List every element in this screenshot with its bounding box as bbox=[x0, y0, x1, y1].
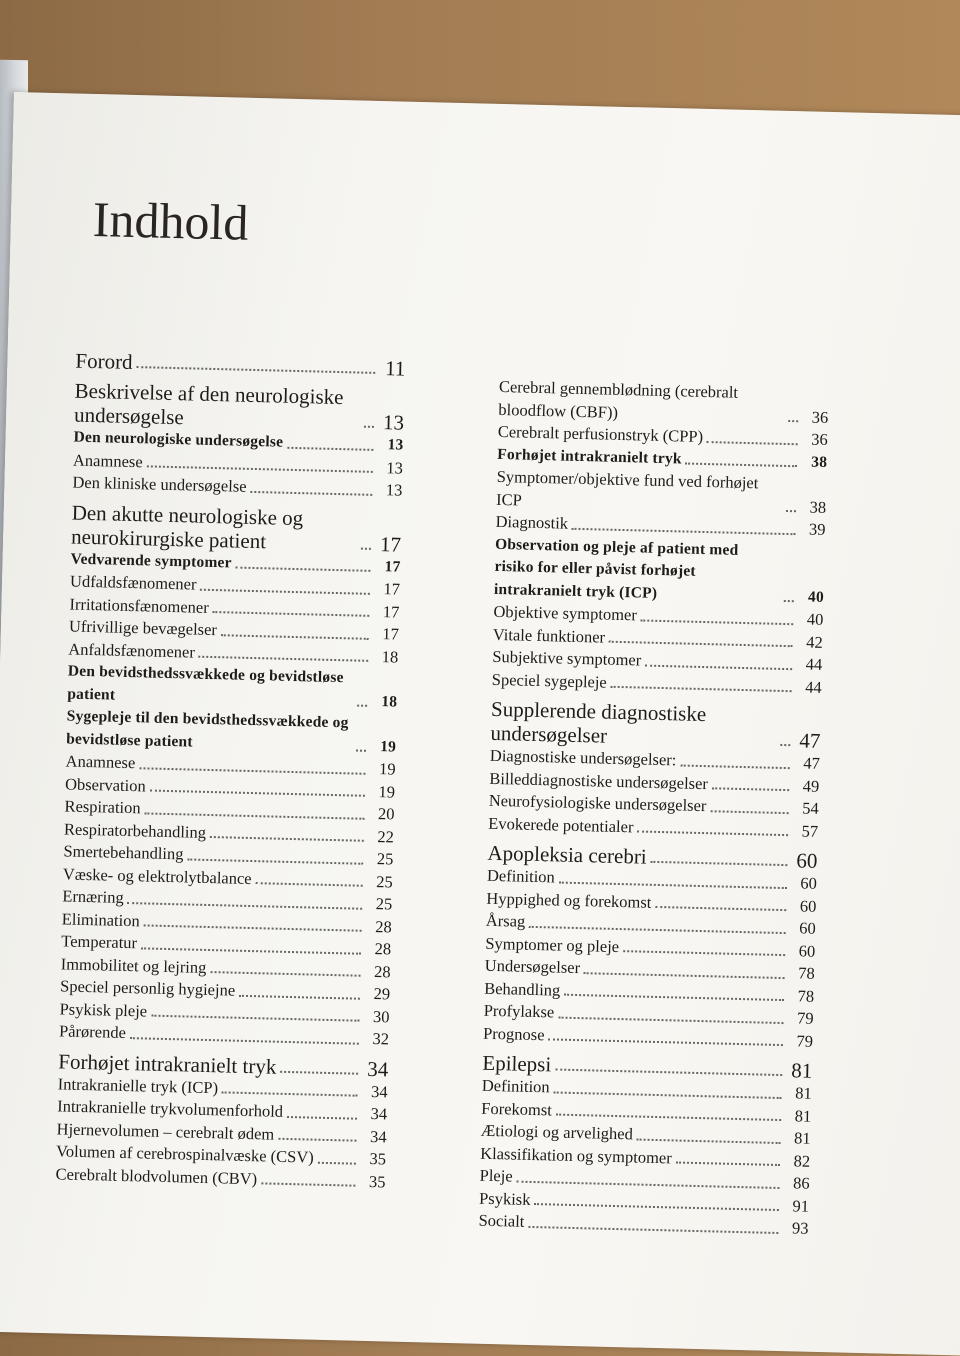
toc-page-number: 47 bbox=[799, 728, 821, 753]
toc-entry-title: Hyppighed og forekomst bbox=[486, 888, 652, 912]
dot-leader bbox=[559, 881, 787, 889]
dot-leader bbox=[572, 527, 796, 534]
toc-page-number: 25 bbox=[376, 871, 394, 891]
toc-page-number: 60 bbox=[798, 940, 816, 961]
toc-page-number: 79 bbox=[796, 1008, 814, 1028]
toc-entry-title: Årsag bbox=[485, 910, 526, 931]
toc-page-number: 19 bbox=[378, 759, 396, 779]
toc-entry-title: Anamnese bbox=[72, 450, 143, 471]
toc-page-number: 25 bbox=[375, 894, 393, 914]
toc-chapter bbox=[74, 379, 405, 435]
toc-entry-title: Observation bbox=[64, 773, 146, 795]
toc-entry-title: Definition bbox=[481, 1075, 550, 1097]
toc-entry-title: Den bevidsthedssvækkede og bevidstløse patient bbox=[67, 662, 344, 704]
toc-page-number: 36 bbox=[811, 407, 829, 427]
dot-leader bbox=[558, 1016, 783, 1024]
toc-page-number: 86 bbox=[792, 1173, 810, 1193]
dot-leader bbox=[151, 1015, 359, 1022]
toc-entry bbox=[498, 376, 829, 429]
toc-section bbox=[494, 533, 826, 609]
toc-entry-title: Billeddiagnostiske undersøgelser bbox=[489, 768, 709, 793]
toc-page-number: 60 bbox=[799, 895, 817, 916]
dot-leader bbox=[187, 858, 363, 864]
dot-leader bbox=[236, 567, 371, 572]
toc-page-number: 60 bbox=[800, 873, 818, 893]
toc-page-number: 93 bbox=[791, 1218, 809, 1238]
toc-page-number: 13 bbox=[382, 410, 405, 435]
toc-entry-title: Speciel sygepleje bbox=[491, 669, 608, 692]
toc-page-number: 18 bbox=[381, 692, 398, 711]
toc-entry-title: Elimination bbox=[61, 908, 140, 930]
toc-left-column bbox=[55, 349, 405, 1194]
toc-entry-title: Definition bbox=[486, 865, 556, 887]
dot-leader bbox=[676, 1161, 780, 1166]
toc-entry-title: Pårørende bbox=[58, 1021, 127, 1043]
dot-leader bbox=[556, 1114, 781, 1122]
toc-page-number: 32 bbox=[372, 1029, 390, 1049]
dot-leader bbox=[136, 366, 375, 374]
toc-page-number: 34 bbox=[369, 1126, 387, 1146]
toc-entry-title: Epilepsi bbox=[482, 1050, 552, 1077]
toc-chapter bbox=[75, 349, 405, 381]
toc-page-number: 38 bbox=[811, 453, 828, 471]
toc-page-number: 34 bbox=[370, 1081, 388, 1101]
dot-leader bbox=[210, 971, 360, 977]
toc-entry-title: Udfaldsfænomener bbox=[69, 571, 197, 594]
toc-page-number: 17 bbox=[383, 579, 401, 599]
toc-page-number: 20 bbox=[377, 804, 395, 824]
toc-entry-title: Observation og pleje af patient med risiko for eller påvist forhøjet intrakranielt tryk (ICP) bbox=[493, 535, 739, 602]
dot-leader bbox=[784, 600, 794, 602]
toc-entry-title: Evokerede potentialer bbox=[488, 813, 634, 836]
toc-chapter bbox=[490, 697, 821, 753]
toc-page-number: 35 bbox=[368, 1171, 386, 1191]
dot-leader bbox=[645, 664, 792, 670]
toc-entry-title: Speciel personlig hygiejne bbox=[59, 976, 236, 1000]
toc-page-number: 11 bbox=[384, 356, 406, 381]
toc-entry-title: Volumen af cerebrospinalvæske (CSV) bbox=[55, 1141, 314, 1167]
toc-entry-title: Respiratorbehandling bbox=[63, 818, 207, 842]
dot-leader bbox=[637, 1138, 781, 1144]
dot-leader bbox=[786, 510, 796, 512]
toc-entry-title: Apopleksia cerebri bbox=[487, 840, 647, 869]
toc-page-number: 79 bbox=[796, 1030, 814, 1051]
toc-chapter bbox=[71, 500, 402, 556]
dot-leader bbox=[780, 744, 790, 746]
toc-entry-title: Den akutte neurologiske og neurokirurgiske patient bbox=[70, 500, 304, 553]
dot-leader bbox=[278, 1138, 356, 1142]
toc-page-number: 40 bbox=[807, 588, 825, 606]
toc-entry-title: Pleje bbox=[479, 1165, 513, 1186]
toc-page-number: 29 bbox=[373, 984, 391, 1004]
dot-leader bbox=[623, 950, 785, 956]
toc-page-number: 18 bbox=[381, 646, 399, 667]
dot-leader bbox=[655, 906, 786, 911]
toc-page-number: 81 bbox=[794, 1105, 812, 1126]
toc-section bbox=[67, 660, 398, 713]
dot-leader bbox=[144, 812, 364, 819]
dot-leader bbox=[144, 924, 362, 931]
dot-leader bbox=[222, 1091, 358, 1096]
toc-entry-title: Psykisk bbox=[478, 1188, 531, 1209]
toc-right-column bbox=[478, 376, 829, 1240]
toc-page-number: 47 bbox=[803, 753, 821, 773]
dot-leader bbox=[280, 1070, 358, 1074]
toc-page-number: 40 bbox=[806, 609, 824, 629]
dot-leader bbox=[710, 810, 788, 814]
dot-leader bbox=[609, 641, 793, 647]
toc-entry-title: Forhøjet intrakranielt tryk bbox=[58, 1048, 277, 1079]
toc-section bbox=[66, 705, 397, 758]
toc-entry-title: Undersøgelser bbox=[484, 955, 581, 978]
dot-leader bbox=[357, 705, 367, 707]
toc-entry-title: Subjektive symptomer bbox=[492, 646, 642, 670]
toc-page-number: 91 bbox=[792, 1195, 810, 1216]
toc-page-number: 19 bbox=[378, 781, 396, 802]
toc-entry-title: Supplerende diagnostiske undersøgelser bbox=[490, 696, 707, 748]
toc-page-number: 28 bbox=[373, 961, 391, 981]
dot-leader bbox=[221, 634, 369, 640]
toc-page-number: 13 bbox=[387, 436, 404, 454]
toc-entry-title: Sygepleje til den bevidsthedssvækkede og bevidstløse patient bbox=[66, 707, 349, 751]
dot-leader bbox=[210, 836, 364, 842]
dot-leader bbox=[637, 830, 788, 836]
toc-page-number: 19 bbox=[380, 737, 397, 756]
toc-page-number: 34 bbox=[370, 1104, 388, 1124]
toc-entry-title: Ufrivillige bevægelser bbox=[68, 616, 218, 640]
toc-entry-title: Den neurologiske undersøgelse bbox=[73, 428, 284, 451]
dot-leader bbox=[130, 1037, 359, 1045]
dot-leader bbox=[141, 947, 361, 954]
dot-leader bbox=[361, 547, 371, 549]
toc-page-number: 36 bbox=[811, 429, 828, 449]
dot-leader bbox=[680, 764, 790, 769]
toc-page-number: 25 bbox=[376, 849, 394, 869]
toc-entry-title: Symptomer og pleje bbox=[485, 933, 620, 956]
toc-entry-title: Psykisk pleje bbox=[59, 998, 148, 1021]
dot-leader bbox=[255, 882, 362, 887]
toc-page-number: 34 bbox=[366, 1056, 389, 1081]
dot-leader bbox=[250, 490, 372, 495]
toc-entry-title: Irritationsfænomener bbox=[69, 594, 210, 617]
dot-leader bbox=[611, 686, 792, 692]
toc-entry-title: Symptomer/objektive fund ved forhøjet ICP bbox=[495, 466, 759, 510]
dot-leader bbox=[584, 972, 785, 979]
toc-page-number: 30 bbox=[372, 1006, 390, 1026]
toc-page-number: 42 bbox=[806, 632, 824, 652]
toc-page-number: 44 bbox=[804, 677, 822, 697]
dot-leader bbox=[287, 446, 373, 450]
toc-page-number: 81 bbox=[793, 1128, 811, 1148]
toc-page-number: 38 bbox=[809, 497, 827, 517]
dot-leader bbox=[564, 994, 784, 1001]
toc-entry-title: Smertebehandling bbox=[63, 841, 184, 864]
dot-leader bbox=[150, 790, 365, 797]
toc-entry-title: Diagnostik bbox=[495, 511, 569, 533]
toc-page-number: 35 bbox=[369, 1149, 387, 1169]
toc-page-number: 57 bbox=[801, 820, 819, 841]
book-page bbox=[0, 92, 960, 1356]
toc-entry-title: Temperatur bbox=[61, 931, 138, 953]
dot-leader bbox=[239, 994, 360, 999]
dot-leader bbox=[139, 767, 365, 775]
toc-page-number: 81 bbox=[795, 1083, 813, 1103]
dot-leader bbox=[712, 787, 789, 791]
dot-leader bbox=[641, 619, 794, 625]
toc-entry-title: Ernæring bbox=[62, 886, 125, 907]
toc-page-number: 49 bbox=[802, 775, 820, 796]
dot-leader bbox=[529, 925, 786, 933]
toc-page-number: 39 bbox=[808, 519, 826, 539]
dot-leader bbox=[318, 1161, 356, 1164]
toc-entry-title: Objektive symptomer bbox=[493, 601, 638, 625]
dot-leader bbox=[534, 1203, 779, 1211]
toc-entry-title: Klassifikation og symptomer bbox=[479, 1143, 672, 1167]
toc-page-number: 78 bbox=[797, 963, 815, 983]
toc-entry-title: Forekomst bbox=[481, 1098, 553, 1119]
dot-leader bbox=[261, 1182, 355, 1186]
toc-page-number: 17 bbox=[382, 624, 400, 644]
toc-page-number: 44 bbox=[805, 654, 823, 674]
toc-entry-title: Cerebralt perfusionstryk (CPP) bbox=[497, 421, 704, 446]
dot-leader bbox=[517, 1180, 780, 1188]
toc-entry-title: Profylakse bbox=[483, 1000, 555, 1022]
toc-entry-title: Forhøjet intrakranielt tryk bbox=[497, 445, 682, 467]
toc-entry-title: Immobilitet og lejring bbox=[60, 953, 207, 977]
toc-entry-title: Beskrivelse af den neurologiske undersøgelse bbox=[73, 378, 344, 430]
toc-page-number: 17 bbox=[382, 601, 400, 622]
toc-entry-title: Diagnostiske undersøgelser: bbox=[489, 745, 677, 770]
toc-entry-title: Vedvarende symptomer bbox=[70, 550, 232, 571]
toc-page-number: 82 bbox=[793, 1150, 811, 1171]
dot-leader bbox=[651, 861, 788, 866]
dot-leader bbox=[200, 588, 370, 594]
dot-leader bbox=[213, 611, 370, 617]
toc-entry bbox=[496, 466, 827, 519]
toc-entry-title: Intrakranielle tryk (ICP) bbox=[57, 1073, 219, 1097]
toc-page-number: 13 bbox=[385, 480, 403, 500]
dot-leader bbox=[147, 465, 373, 473]
toc-page-number: 54 bbox=[802, 798, 819, 818]
toc-page-number: 17 bbox=[379, 531, 402, 557]
toc-entry-title: Respiration bbox=[64, 796, 141, 818]
dot-leader bbox=[554, 1091, 782, 1099]
toc-page-number: 78 bbox=[797, 985, 815, 1006]
toc-page-number: 17 bbox=[384, 557, 401, 576]
toc-entry-title: Den kliniske undersøgelse bbox=[72, 472, 247, 496]
toc-entry-title: Væske- og elektrolytbalance bbox=[62, 863, 252, 888]
toc-page-number: 28 bbox=[374, 916, 392, 936]
dot-leader bbox=[128, 902, 363, 910]
toc-entry-title: Behandling bbox=[484, 978, 561, 1000]
dot-leader bbox=[555, 1069, 782, 1077]
page-title: Indhold bbox=[92, 190, 250, 251]
dot-leader bbox=[788, 420, 798, 422]
toc-page-number: 13 bbox=[386, 457, 404, 478]
dot-leader bbox=[548, 1038, 783, 1046]
toc-entry-title: Cerebral gennemblødning (cerebralt bloodflow (CBF)) bbox=[498, 376, 739, 422]
toc-entry-title: Hjernevolumen – cerebralt ødem bbox=[56, 1118, 275, 1144]
toc-page-number: 81 bbox=[791, 1058, 813, 1083]
dot-leader bbox=[528, 1225, 778, 1233]
toc-entry-title: Socialt bbox=[478, 1210, 525, 1231]
toc-page-number: 22 bbox=[377, 826, 395, 847]
toc-entry-title: Forord bbox=[75, 348, 133, 374]
dot-leader bbox=[686, 463, 798, 468]
dot-leader bbox=[707, 441, 798, 445]
toc-entry-title: Ætiologi og arvelighed bbox=[480, 1120, 634, 1144]
toc-entry-title: Neurofysiologiske undersøgelser bbox=[488, 790, 707, 816]
toc-entry-title: Cerebralt blodvolumen (CBV) bbox=[55, 1163, 258, 1188]
toc-entry-title: Anfaldsfænomener bbox=[68, 638, 196, 662]
toc-page-number: 60 bbox=[796, 848, 818, 873]
toc-page-number: 28 bbox=[374, 939, 392, 959]
dot-leader bbox=[287, 1115, 357, 1119]
toc-entry-title: Intrakranielle trykvolumenforhold bbox=[57, 1096, 284, 1121]
toc-entry-title: Anamnese bbox=[65, 751, 136, 773]
toc-entry-title: Vitale funktioner bbox=[492, 624, 606, 647]
toc-entry-title: Prognose bbox=[482, 1023, 545, 1044]
dot-leader bbox=[356, 750, 366, 752]
dot-leader bbox=[364, 426, 374, 428]
dot-leader bbox=[199, 656, 369, 662]
toc-page-number: 60 bbox=[799, 918, 817, 938]
